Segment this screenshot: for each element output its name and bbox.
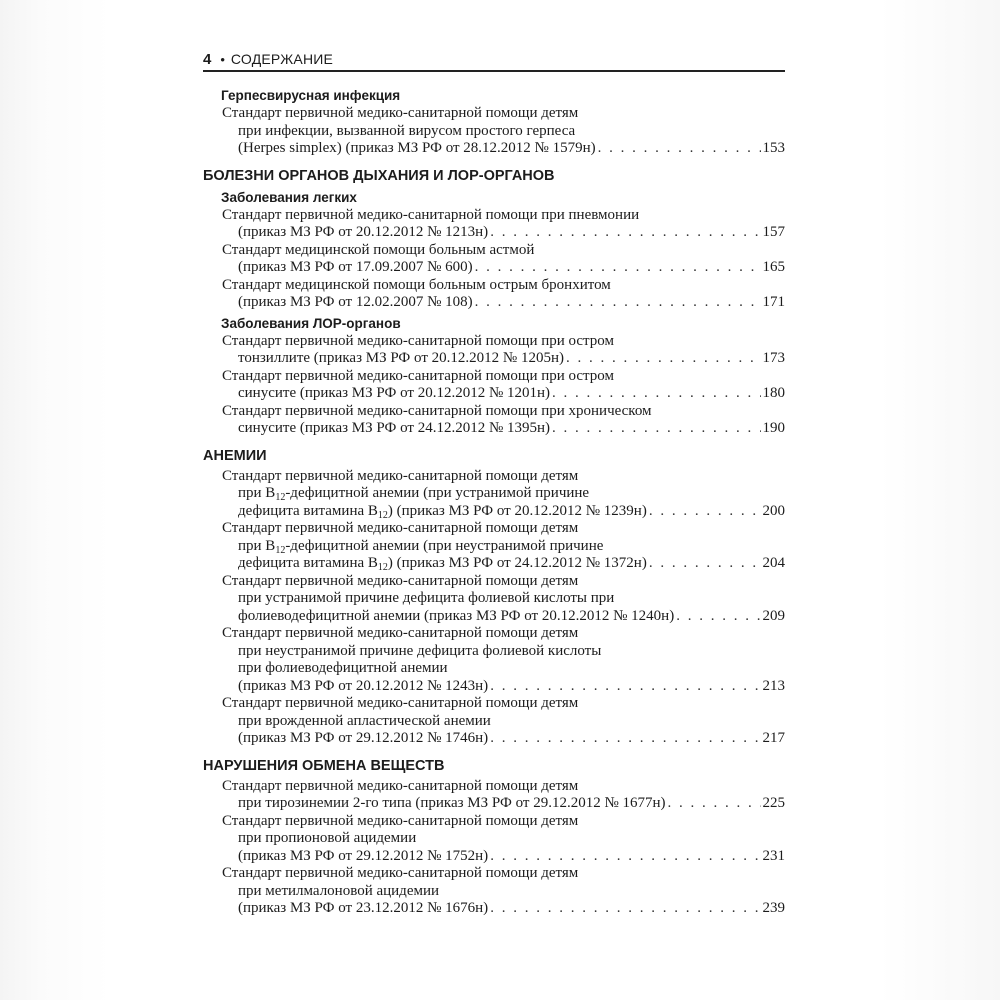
dot-leader (490, 900, 760, 918)
dot-leader (490, 224, 760, 242)
entry-page-number: 190 (762, 420, 785, 436)
entry-line: Стандарт первичной медико-санитарной помощи при пневмонии (222, 206, 640, 223)
entry-line: синусите (приказ МЗ РФ от 20.12.2012 № 1201н) (238, 385, 551, 401)
table-of-contents (203, 84, 785, 918)
dot-leader (475, 294, 761, 312)
entry-line: Стандарт первичной медико-санитарной помощи при хроническом (222, 402, 652, 419)
dot-leader (475, 259, 761, 277)
dot-leader (490, 730, 760, 748)
section-metabolism: НАРУШЕНИЯ ОБМЕНА ВЕЩЕСТВ (203, 757, 445, 774)
dot-leader (566, 350, 761, 368)
toc-entry[interactable] (203, 865, 785, 918)
entry-line: Стандарт первичной медико-санитарной помощи детям (222, 812, 579, 829)
entry-line: при тирозинемии 2-го типа (приказ МЗ РФ от 29.12.2012 № 1677н) (238, 795, 666, 811)
entry-line: Стандарт первичной медико-санитарной помощи детям (222, 572, 579, 589)
entry-line: Стандарт первичной медико-санитарной помощи при остром (222, 332, 614, 349)
entry-page-number: 200 (762, 502, 785, 519)
section-anemia: АНЕМИИ (203, 447, 267, 464)
toc-entry[interactable] (203, 403, 785, 438)
page-number: 4 (203, 51, 212, 68)
entry-line: синусите (приказ МЗ РФ от 24.12.2012 № 1395н) (238, 420, 551, 436)
toc-entry[interactable] (203, 468, 785, 521)
entry-line: Стандарт первичной медико-санитарной помощи детям (222, 625, 579, 641)
running-head-title: СОДЕРЖАНИЕ (230, 51, 334, 67)
toc-entry[interactable] (203, 368, 785, 403)
dot-leader (552, 385, 760, 403)
entry-page-number: 180 (762, 385, 785, 401)
entry-line: при фолиеводефицитной анемии (238, 660, 448, 676)
toc-entry[interactable] (203, 105, 785, 158)
dot-leader (649, 503, 761, 521)
toc-entry[interactable] (203, 778, 785, 813)
entry-line: при метилмалоновой ацидемии (238, 882, 440, 899)
toc-entry[interactable] (203, 333, 785, 368)
entry-line: при $B_{12}$-дефицитной анемии (при устранимой причине (238, 485, 590, 503)
entry-page-number: 204 (762, 555, 785, 571)
entry-line: Стандарт первичной медико-санитарной помощи детям (222, 865, 579, 881)
subsection-herpes: Герпесвирусная инфекция (221, 88, 401, 103)
toc-entry[interactable] (203, 813, 785, 866)
entry-line: Стандарт первичной медико-санитарной помощи детям (222, 467, 579, 484)
entry-page-number: 157 (762, 224, 785, 240)
entry-line: (приказ МЗ РФ от 23.12.2012 № 1676н) (238, 900, 489, 916)
entry-page-number: 165 (762, 259, 785, 275)
entry-line: (приказ МЗ РФ от 20.12.2012 № 1213н) (238, 224, 489, 240)
entry-page-number: 239 (762, 900, 785, 916)
entry-line: при неустранимой причине дефицита фолиевой кислоты (238, 642, 602, 659)
subsection-ent: Заболевания ЛОР-органов (221, 315, 401, 331)
entry-page-number: 217 (762, 730, 785, 746)
entry-line: Стандарт первичной медико-санитарной помощи детям (222, 520, 579, 536)
subsection-lungs: Заболевания легких (221, 189, 357, 205)
entry-line: при $B_{12}$-дефицитной анемии (при неустранимой причине (238, 537, 604, 556)
entry-line: при врожденной апластической анемии (238, 712, 491, 729)
toc-entry[interactable] (203, 520, 785, 573)
entry-line: (Herpes simplex) (приказ МЗ РФ от 28.12.2012 № 1579н) (238, 140, 596, 156)
entry-line: (приказ МЗ РФ от 12.02.2007 № 108) (238, 294, 473, 310)
entry-line: Стандарт первичной медико-санитарной помощи детям (222, 777, 579, 794)
dot-leader (668, 795, 761, 813)
entry-page-number: 225 (762, 795, 785, 811)
header-bullet: • (220, 52, 225, 67)
entry-page-number: 173 (762, 350, 785, 366)
entry-line: Стандарт первичной медико-санитарной помощи детям (222, 105, 579, 121)
entry-line: фолиеводефицитной анемии (приказ МЗ РФ от 20.12.2012 № 1240н) (238, 607, 675, 624)
entry-line: Стандарт первичной медико-санитарной помощи при остром (222, 367, 614, 384)
dot-leader (649, 555, 761, 573)
section-respiratory: БОЛЕЗНИ ОРГАНОВ ДЫХАНИЯ И ЛОР-ОРГАНОВ (203, 167, 555, 184)
entry-line: (приказ МЗ РФ от 29.12.2012 № 1752н) (238, 847, 489, 864)
toc-entry[interactable] (203, 573, 785, 626)
entry-line: при пропионовой ацидемии (238, 830, 417, 846)
entry-line: (приказ МЗ РФ от 20.12.2012 № 1243н) (238, 677, 489, 694)
entry-line: Стандарт медицинской помощи больным астмой (222, 241, 535, 258)
entry-page-number: 171 (762, 294, 785, 310)
toc-entry[interactable] (203, 695, 785, 748)
entry-line: (приказ МЗ РФ от 29.12.2012 № 1746н) (238, 730, 489, 746)
toc-entry[interactable] (203, 277, 785, 312)
toc-entry[interactable] (203, 242, 785, 277)
entry-line: тонзиллите (приказ МЗ РФ от 20.12.2012 № 1205н) (238, 350, 564, 366)
entry-page-number: 209 (762, 607, 785, 624)
entry-line: при устранимой причине дефицита фолиевой кислоты при (238, 590, 615, 606)
entry-line: при инфекции, вызванной вирусом простого герпеса (238, 122, 576, 139)
entry-line: (приказ МЗ РФ от 17.09.2007 № 600) (238, 259, 473, 275)
entry-line: дефицита витамина $B_{12}$) (приказ МЗ РФ от 24.12.2012 № 1372н) (238, 555, 647, 573)
dot-leader (490, 678, 760, 696)
toc-entry[interactable] (203, 625, 785, 695)
entry-page-number: 213 (762, 677, 785, 694)
entry-page-number: 231 (762, 847, 785, 864)
entry-line: Стандарт первичной медико-санитарной помощи детям (222, 695, 579, 711)
entry-line: Стандарт медицинской помощи больным острым бронхитом (222, 276, 611, 293)
entry-page-number: 153 (762, 140, 785, 156)
running-head (203, 50, 785, 72)
entry-line: дефицита витамина $B_{12}$) (приказ МЗ РФ от 20.12.2012 № 1239н) (238, 502, 647, 521)
toc-entry[interactable] (203, 207, 785, 242)
dot-leader (552, 420, 760, 438)
dot-leader (676, 608, 760, 626)
dot-leader (490, 848, 760, 866)
dot-leader (598, 140, 761, 158)
